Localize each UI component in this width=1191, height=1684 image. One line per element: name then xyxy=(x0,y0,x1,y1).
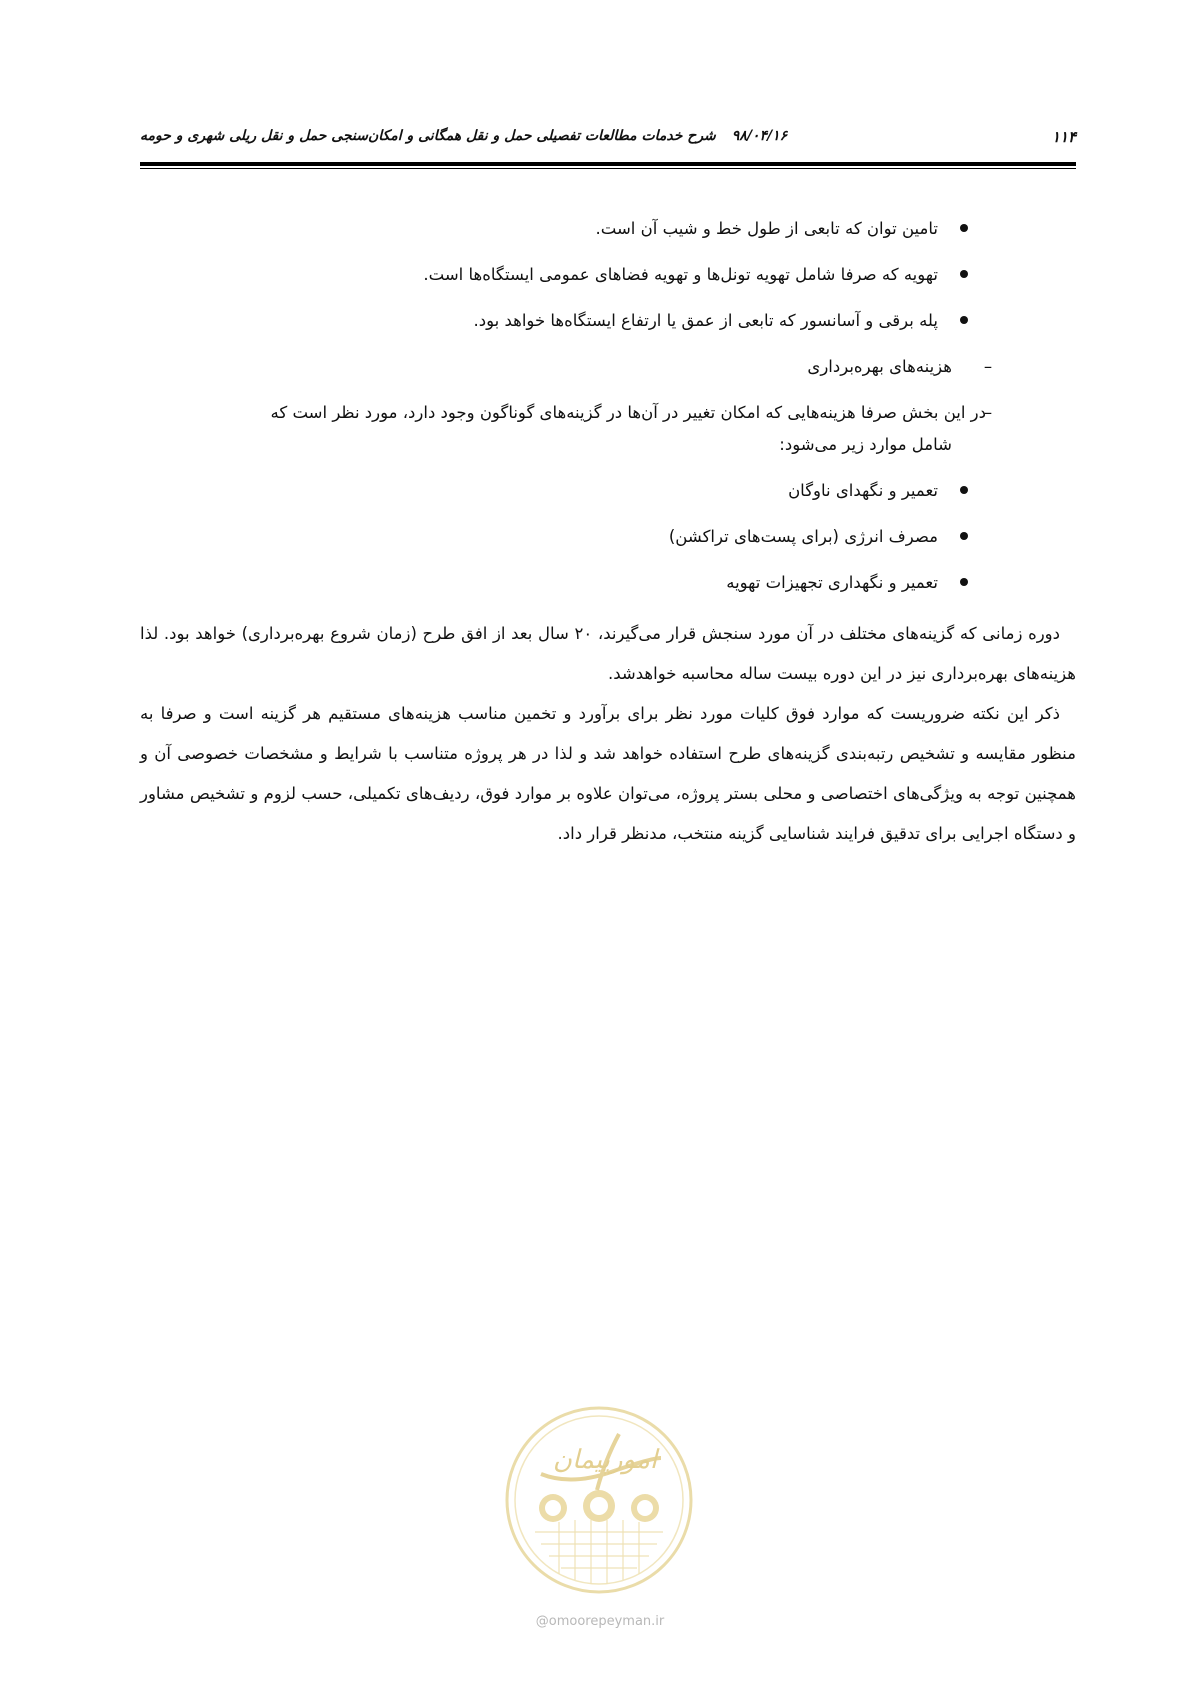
header-title: شرح خدمات مطالعات تفصیلی حمل و نقل همگانی و امکان‌سنجی حمل و نقل ریلی شهری و حومه xyxy=(140,128,716,144)
paragraph xyxy=(140,694,1076,854)
page-header xyxy=(140,128,1076,150)
list-item xyxy=(140,260,1076,306)
page-body xyxy=(140,214,1076,854)
list-item-text: پله برقی و آسانسور که تابعی از عمق یا ارتفاع ایستگاه‌ها خواهد بود. xyxy=(473,311,938,330)
dash-item-line: شامل موارد زیر می‌شود: xyxy=(779,435,952,454)
list-item-text: تعمیر و نگهداری تجهیزات تهویه xyxy=(726,573,938,592)
dash-item-text: هزینه‌های بهره‌برداری xyxy=(807,357,952,376)
header-rule xyxy=(140,162,1076,166)
watermark-logo-text: امورپیمان xyxy=(552,1445,658,1475)
list-item xyxy=(140,476,1076,522)
watermark-logo xyxy=(501,1402,697,1598)
dash-item-text xyxy=(140,398,1076,460)
list-item xyxy=(140,568,1076,614)
list-item xyxy=(140,306,1076,352)
paragraph xyxy=(140,614,1076,694)
bullet-icon xyxy=(960,532,968,540)
running-title xyxy=(140,128,787,144)
paragraph-text: دوره زمانی که گزینه‌های مختلف در آن مورد سنجش قرار می‌گیرند، ۲۰ سال بعد از افق طرح (زمان شروع بهره‌برداری) خواهد بود. لذا هزینه‌های بهره‌برداری نیز در این دوره بیست ساله محاسبه خواهدشد. xyxy=(140,624,1076,683)
page-number: ۱۱۴ xyxy=(1051,128,1076,146)
list-item xyxy=(140,214,1076,260)
list-item-text: تهویه که صرفا شامل تهویه تونل‌ها و تهویه فضاهای عمومی ایستگاه‌ها است. xyxy=(423,265,938,284)
bullet-icon xyxy=(960,224,968,232)
dash-item xyxy=(140,352,1076,398)
list-item-text: تامین توان که تابعی از طول خط و شیب آن است. xyxy=(595,219,938,238)
list-item-text: تعمیر و نگهدای ناوگان xyxy=(788,481,938,500)
list-item xyxy=(140,522,1076,568)
header-rule-thin xyxy=(140,168,1076,169)
dash-item-line: در این بخش صرفا هزینه‌هایی که امکان تغییر در آن‌ها در گزینه‌های گوناگون وجود دارد، مورد نظر است که xyxy=(270,403,986,422)
bullet-icon xyxy=(960,578,968,586)
header-date: ۹۸/۰۴/۱۶ xyxy=(731,128,788,144)
paragraph-text: ذکر این نکته ضروریست که موارد فوق کلیات مورد نظر برای برآورد و تخمین مناسب هزینه‌های مستقیم هر گزینه است و صرفا به منظور مقایسه و تشخیص رتبه‌بندی گزینه‌های طرح استفاده خواهد شد و لذا در هر پروژه متناسب با شرایط و مشخصات خصوصی آن و همچنین توجه به ویژگی‌های اختصاصی و محلی بستر پروژه، می‌توان علاوه بر موارد فوق، ردیف‌های تکمیلی، حسب لزوم و تشخیص مشاور و دستگاه اجرایی برای تدقیق فرایند شناسایی گزینه منتخب، مدنظر قرار داد. xyxy=(140,704,1076,843)
bullet-icon xyxy=(960,270,968,278)
list-item-text: مصرف انرژی (برای پست‌های تراکشن) xyxy=(668,527,938,546)
dash-icon: – xyxy=(983,357,993,376)
watermark-site: @omoorepeyman.ir xyxy=(535,1614,665,1629)
bullet-icon xyxy=(960,486,968,494)
dash-icon: – xyxy=(983,403,993,422)
dash-item xyxy=(140,398,1076,476)
bullet-icon xyxy=(960,316,968,324)
